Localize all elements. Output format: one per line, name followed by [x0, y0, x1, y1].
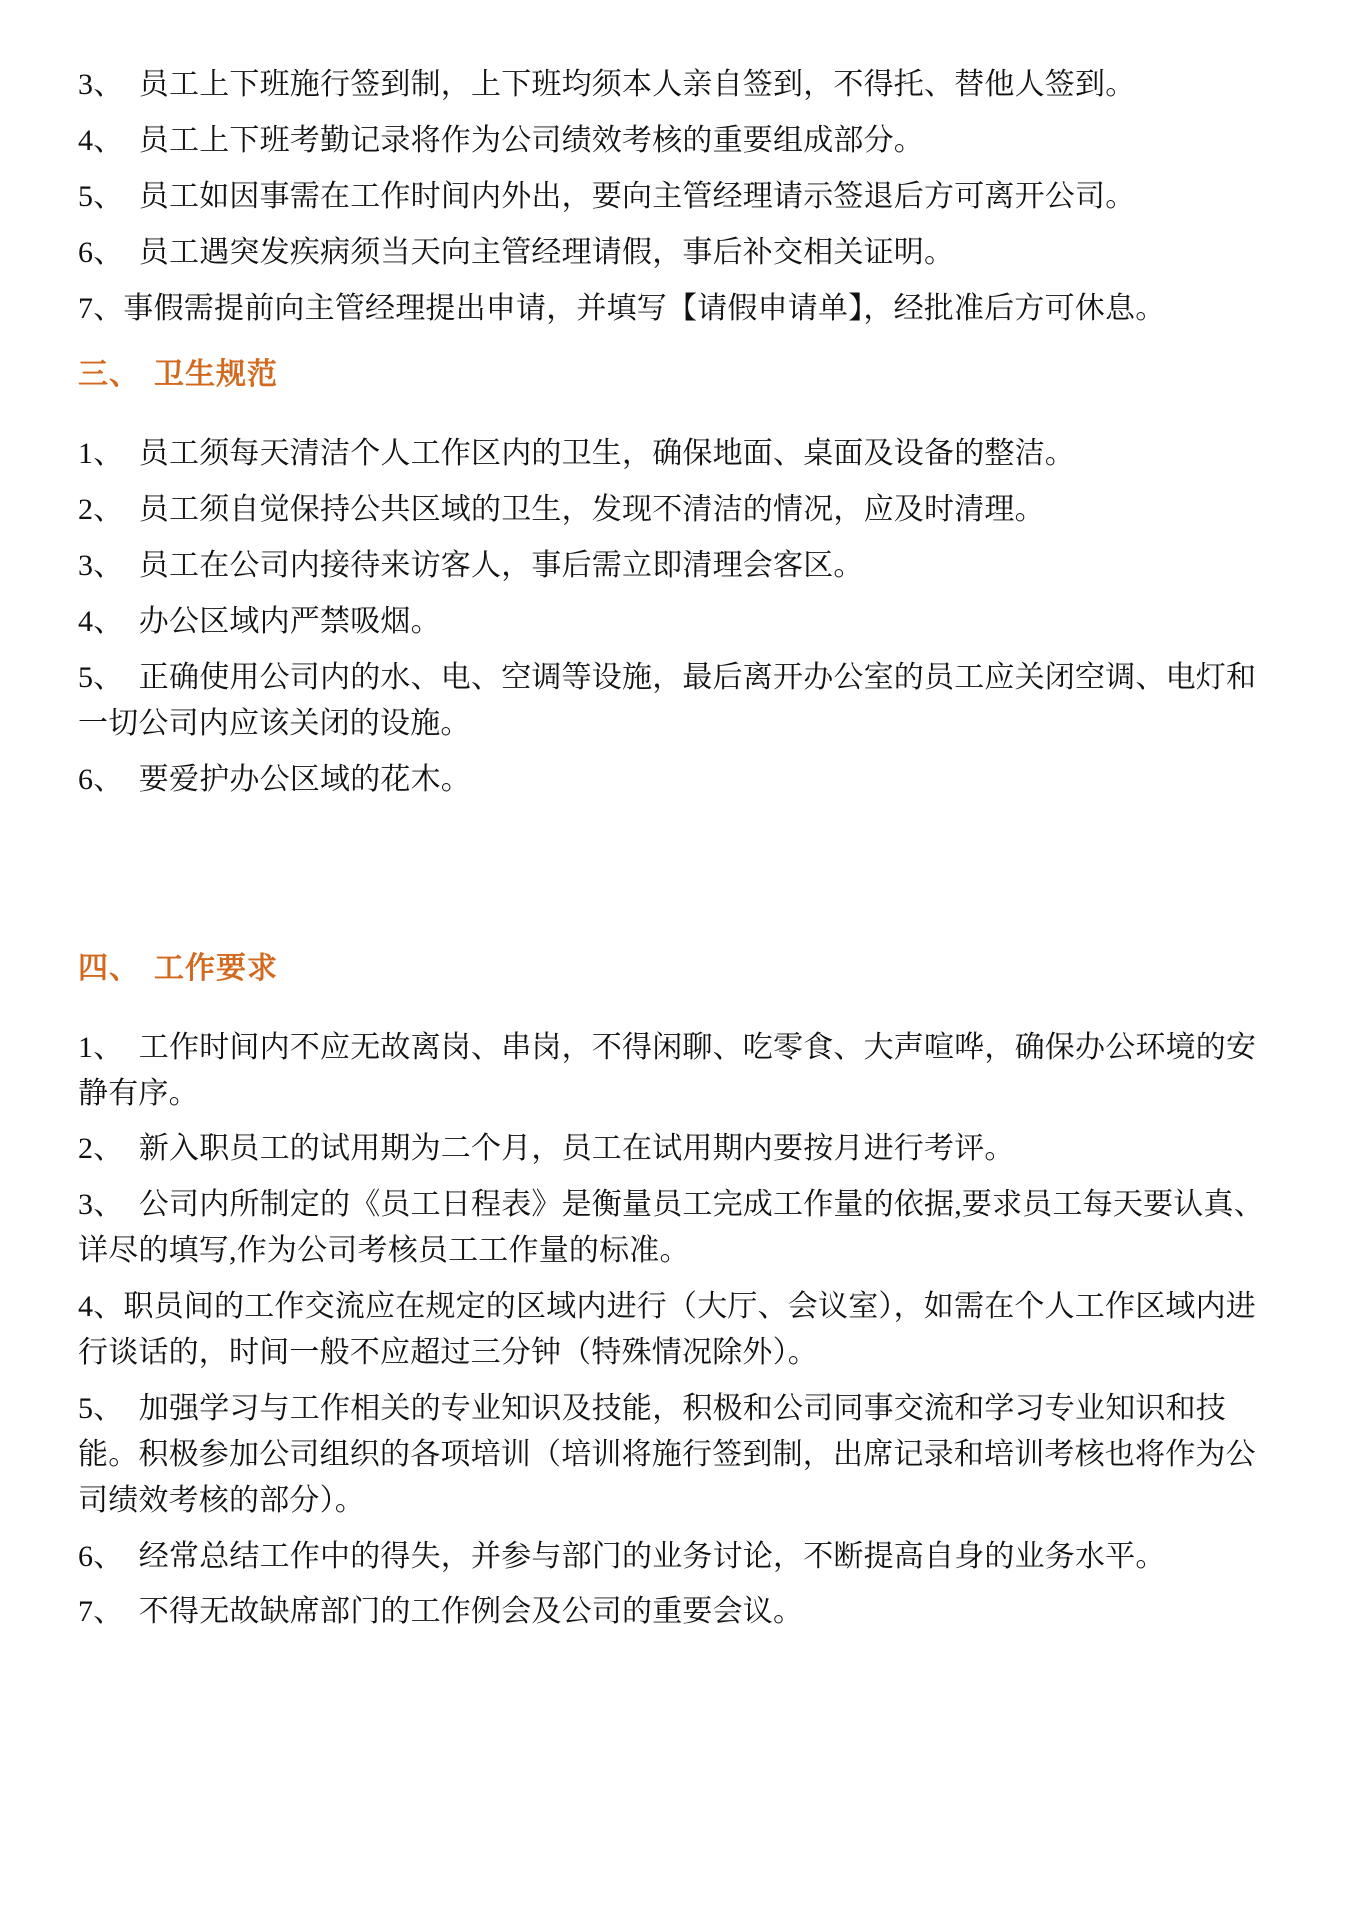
section-heading-work-requirements — [78, 943, 1283, 987]
list-item: 3、 员工上下班施行签到制，上下班均须本人亲自签到，不得托、替他人签到。 — [78, 68, 1136, 101]
list-item: 5、 正确使用公司内的水、电、空调等设施，最后离开办公室的员工应关闭空调、电灯和一切公司内应该关闭的设施。 — [78, 661, 1257, 740]
list-item: 6、 员工遇突发疾病须当天向主管经理请假，事后补交相关证明。 — [78, 235, 955, 269]
section-heading-number: 三、 — [78, 358, 140, 392]
list-item: 1、 工作时间内不应无故离岗、串岗，不得闲聊、吃零食、大声喧哗，确保办公环境的安静有序。 — [78, 1030, 1257, 1110]
section-heading-title: 工作要求 — [154, 951, 278, 985]
list-item: 1、 员工须每天清洁个人工作区内的卫生，确保地面、桌面及设备的整洁。 — [78, 437, 1075, 471]
section-hygiene — [78, 349, 1283, 802]
list-item: 7、事假需提前向主管经理提出申请，并填写【请假申请单】，经批准后方可休息。 — [78, 291, 1166, 325]
section-attendance-continued — [78, 62, 1283, 331]
list-item: 5、 员工如因事需在工作时间内外出，要向主管经理请示签退后方可离开公司。 — [78, 179, 1136, 213]
section-heading-title: 卫生规范 — [154, 358, 278, 392]
section-heading-number: 四、 — [78, 951, 140, 985]
list-item: 3、 员工在公司内接待来访客人，事后需立即清理会客区。 — [78, 549, 864, 583]
list-item: 4、 办公区域内严禁吸烟。 — [78, 605, 441, 639]
spacer — [78, 1003, 1283, 1025]
spacer — [78, 813, 1283, 925]
list-item: 3、 公司内所制定的《员工日程表》是衡量员工完成工作量的依据,要求员工每天要认真、详尽的填写,作为公司考核员工工作量的标准。 — [78, 1188, 1264, 1268]
list-item: 4、 员工上下班考勤记录将作为公司绩效考核的重要组成部分。 — [78, 123, 924, 157]
list-item: 5、 加强学习与工作相关的专业知识及技能，积极和公司同事交流和学习专业知识和技能。积极参加公司组织的各项培训（培训将施行签到制，出席记录和培训考核也将作为公司绩效考核的部分）。 — [78, 1391, 1256, 1517]
list-item: 2、 员工须自觉保持公共区域的卫生，发现不清洁的情况，应及时清理。 — [78, 493, 1045, 527]
list-item: 6、 经常总结工作中的得失，并参与部门的业务讨论，不断提高自身的业务水平。 — [78, 1539, 1166, 1573]
list-item: 7、 不得无故缺席部门的工作例会及公司的重要会议。 — [78, 1595, 804, 1629]
section-work-requirements — [78, 943, 1283, 1636]
section-heading-hygiene — [78, 349, 1283, 393]
list-item: 6、 要爱护办公区域的花木。 — [78, 762, 471, 796]
list-item: 2、 新入职员工的试用期为二个月，员工在试用期内要按月进行考评。 — [78, 1132, 1015, 1166]
list-item: 4、职员间的工作交流应在规定的区域内进行（大厅、会议室），如需在个人工作区域内进行谈话的，时间一般不应超过三分钟（特殊情况除外）。 — [78, 1290, 1256, 1370]
spacer — [78, 409, 1283, 431]
